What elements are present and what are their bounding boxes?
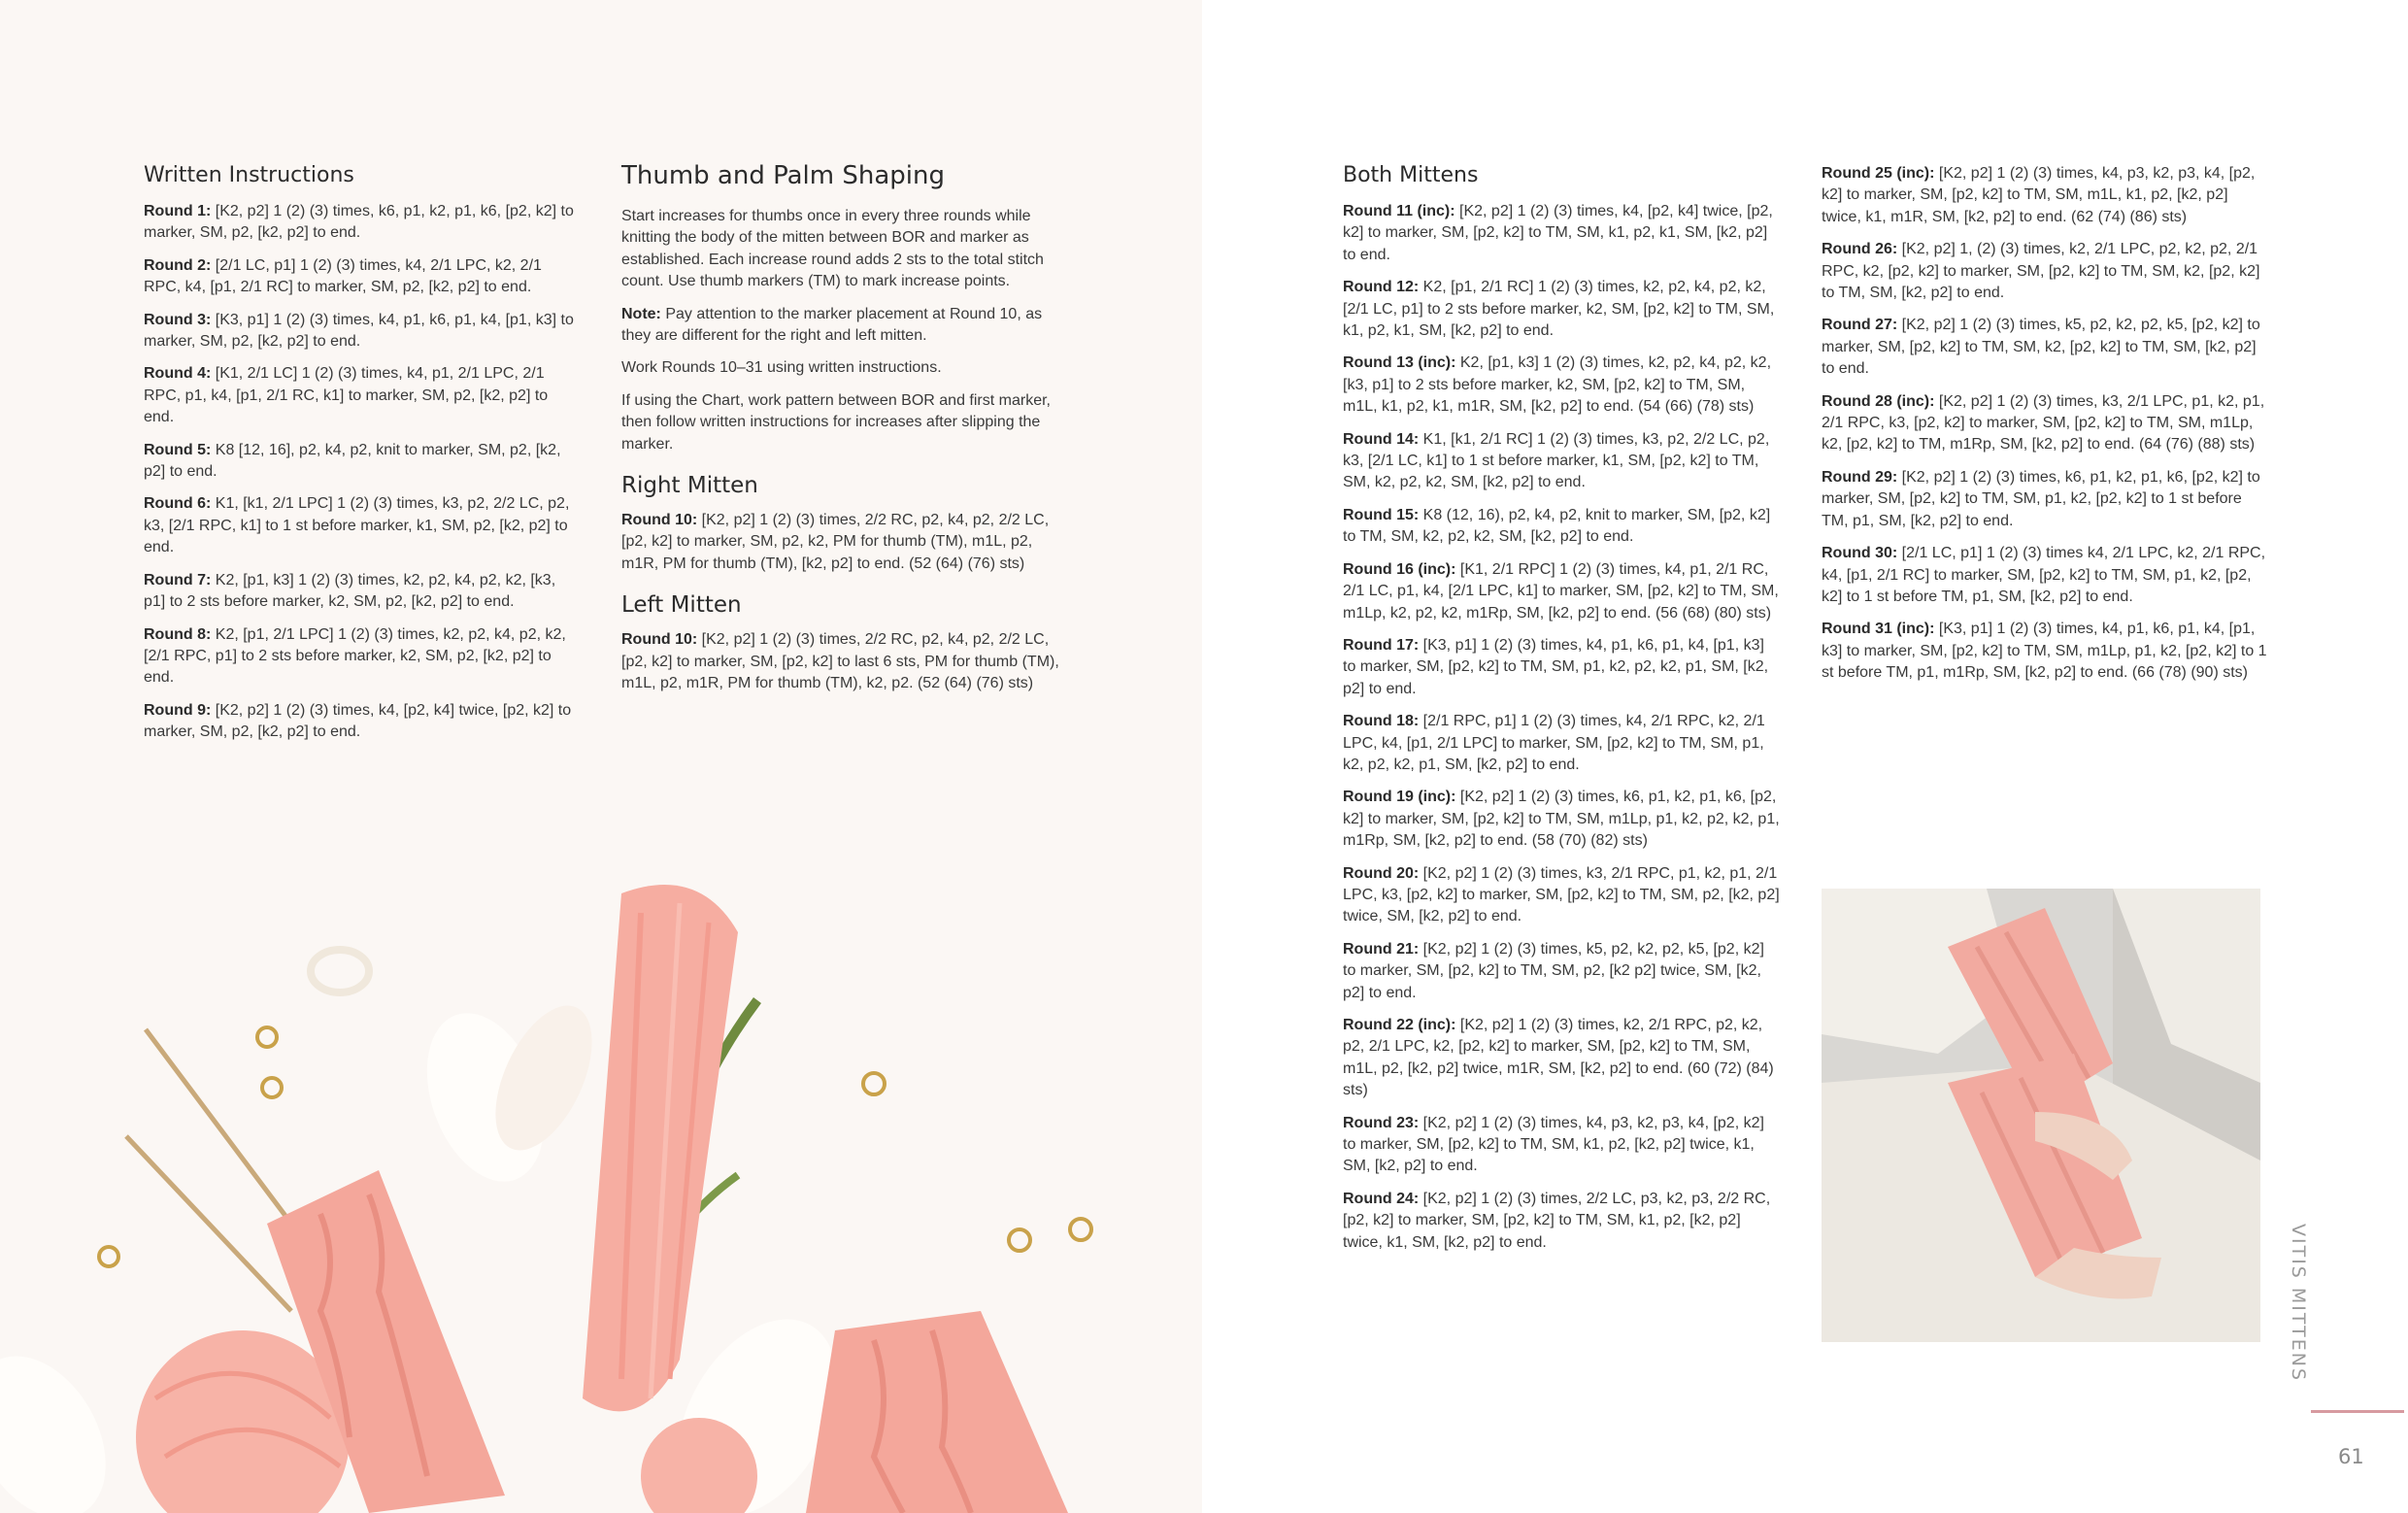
round-label: Round 14: (1343, 430, 1420, 448)
round-label: Round 8: (144, 625, 212, 643)
round-15 (1343, 505, 1780, 549)
round-text: K1, [k1, 2/1 LPC] 1 (2) (3) times, k3, p2, 2/2 LC, p2, k3, [2/1 RPC, k1] to 1 st before marker, k1, SM, p2, [k2, p2] to end. (144, 495, 570, 556)
thumb-intro: Start increases for thumbs once in every three rounds while knitting the body of the mitten between BOR and marker as established. Each increase round adds 2 sts to the total stitch count. Use thumb markers (TM) to mark increase points. (621, 208, 1044, 290)
round-text: [K2, p2] 1 (2) (3) times, 2/2 RC, p2, k4, p2, 2/2 LC, [p2, k2] to marker, SM, [p2, k2] to last 6 sts, PM for thumb (TM), m1L, p2, m1R, PM for thumb (TM), k2, p2. (52 (64) (76) sts) (621, 631, 1059, 692)
round-text: [K2, p2] 1, (2) (3) times, k2, 2/1 LPC, p2, k2, p2, 2/1 RPC, k2, [p2, k2] to marker, SM, [p2, k2] to TM, SM, k2, [p2, k2] to TM, SM, [k2, p2] to end. (1822, 241, 2260, 302)
round-14 (1343, 429, 1780, 494)
round-label: Round 29: (1822, 468, 1898, 486)
round-label: Round 24: (1343, 1190, 1420, 1207)
round-label: Round 15: (1343, 506, 1420, 523)
round-text: K2, [p1, 2/1 LPC] 1 (2) (3) times, k2, p2, k4, p2, k2, [2/1 RPC, p1] to 2 sts before marker, k2, SM, p2, [k2, p2] to end. (144, 625, 566, 687)
round-text: [K2, p2] 1 (2) (3) times, k2, 2/1 RPC, p2, k2, p2, 2/1 LPC, k2, [p2, k2] to marker, SM, [p2, k2] to TM, SM, m1L, p2, [k2, p2] twice, m1R, SM, [k2, p2] to end. (60 (72) (84) sts) (1343, 1017, 1774, 1099)
right-round-10 (621, 510, 1064, 575)
round-text: K2, [p1, k3] 1 (2) (3) times, k2, p2, k4, p2, k2, [k3, p1] to 2 sts before marker, k2, SM, [p2, k2] to TM, SM, m1L, k1, p2, k1, m1R, SM, [k2, p2] to end. (54 (66) (78) sts) (1343, 354, 1772, 416)
round-text: [K2, p2] 1 (2) (3) times, k6, p1, k2, p1, k6, [p2, k2] to marker, SM, [p2, k2] to TM, SM, m1Lp, p1, k2, p2, k2, p1, m1Rp, SM, [k2, p2] to end. (58 (70) (82) sts) (1343, 789, 1780, 850)
round-23 (1343, 1113, 1780, 1178)
round-text: [K2, p2] 1 (2) (3) times, k5, p2, k2, p2, k5, [p2, k2] to marker, SM, [p2, k2] to TM, SM, p2, [k2 p2] twice, SM, [k2, p2] to end. (1343, 940, 1764, 1001)
round-text: [K2, p2] 1 (2) (3) times, k3, 2/1 LPC, p1, k2, p1, 2/1 RPC, k3, [p2, k2] to marker, SM, [p2, k2] to TM, SM, m1Lp, k2, [p2, k2] to TM, m1Rp, SM, [k2, p2] to end. (64 (76) (88) sts) (1822, 392, 2265, 454)
note-paragraph (621, 304, 1064, 348)
accent-rule (2311, 1410, 2404, 1413)
round-text: [K2, p2] 1 (2) (3) times, k6, p1, k2, p1, k6, [p2, k2] to marker, SM, [p2, k2] to TM, SM, p1, k2, [p2, k2] to 1 st before TM, p1, SM, [k2, p2] to end. (1822, 468, 2260, 529)
round-19 (1343, 787, 1780, 852)
round-22 (1343, 1015, 1780, 1102)
yarn-flatlay-illustration (0, 855, 1202, 1513)
round-text: [K2, p2] 1 (2) (3) times, 2/2 RC, p2, k4, p2, 2/2 LC, [p2, k2] to marker, SM, p2, k2, PM for thumb (TM), m1L, p2, m1R, PM for thumb (TM), [k2, p2] to end. (52 (64) (76) sts) (621, 512, 1050, 572)
written-instructions-column (144, 163, 579, 755)
round-text: [K2, p2] 1 (2) (3) times, k4, [p2, k4] twice, [p2, k2] to marker, SM, [p2, k2] to TM, SM, k1, p2, k1, SM, [k2, p2] to end. (1343, 203, 1773, 263)
round-4 (144, 363, 579, 428)
page-number: 61 (2338, 1445, 2364, 1468)
round-31 (1822, 619, 2268, 684)
round-text: [K3, p1] 1 (2) (3) times, k4, p1, k6, p1, k4, [p1, k3] to marker, SM, [p2, k2] to TM, SM, m1Lp, p1, k2, [p2, k2] to 1 st before TM, p1, m1Rp, SM, [k2, p2] to end. (66 (78) (90) sts) (1822, 621, 2267, 682)
round-text: K8 (12, 16), p2, k4, p2, knit to marker, SM, [p2, k2] to TM, SM, k2, p2, k2, SM, [k2, p2] to end. (1343, 506, 1771, 546)
round-16 (1343, 559, 1780, 624)
round-24 (1343, 1189, 1780, 1254)
round-7 (144, 570, 579, 614)
round-label: Round 16 (inc): (1343, 560, 1456, 578)
round-label: Round 30: (1822, 545, 1898, 562)
round-18 (1343, 711, 1780, 776)
round-label: Round 3: (144, 311, 212, 328)
round-9 (144, 700, 579, 744)
round-text: [2/1 LC, p1] 1 (2) (3) times, k4, 2/1 LPC, k2, 2/1 RPC, k4, [p1, 2/1 RC] to marker, SM, p2, [k2, p2] to end. (144, 256, 542, 296)
round-26 (1822, 239, 2268, 304)
left-page (0, 0, 1202, 1513)
round-label: Round 18: (1343, 713, 1420, 730)
round-text: [K2, p2] 1 (2) (3) times, k6, p1, k2, p1, k6, [p2, k2] to marker, SM, p2, [k2, p2] to end. (144, 203, 574, 242)
chart-paragraph: If using the Chart, work pattern between BOR and first marker, then follow written instructions for increases after slipping the marker. (621, 391, 1051, 453)
round-12 (1343, 277, 1780, 342)
round-8 (144, 624, 579, 689)
round-label: Round 2: (144, 256, 212, 274)
round-text: [2/1 RPC, p1] 1 (2) (3) times, k4, 2/1 RPC, k2, 2/1 LPC, k4, [p1, 2/1 LPC] to marker, SM, [p2, k2] to TM, SM, p1, k2, p2, k2, p1, SM, [k2, p2] to end. (1343, 713, 1765, 773)
round-text: [K2, p2] 1 (2) (3) times, k3, 2/1 RPC, p1, k2, p1, 2/1 LPC, k3, [p2, k2] to marker, SM, [p2, k2] to TM, SM, p2, [k2, p2] twice, SM, [k2, p2] to end. (1343, 864, 1780, 925)
right-page (1202, 0, 2408, 1513)
yarn-mittens-photo (0, 855, 1202, 1513)
mitten-hands-photo (1822, 889, 2260, 1342)
work-rounds-paragraph: Work Rounds 10–31 using written instructions. (621, 359, 942, 377)
note-label: Note: (621, 305, 661, 322)
thumb-palm-column (621, 161, 1064, 706)
round-30 (1822, 543, 2268, 608)
round-text: [K2, p2] 1 (2) (3) times, k4, p3, k2, p3, k4, [p2, k2] to marker, SM, [p2, k2] to TM, SM, k1, p2, [k2, p2] twice, k1, SM, [k2, p2] to end. (1343, 1114, 1764, 1175)
round-text: K8 [12, 16], p2, k4, p2, knit to marker, SM, p2, [k2, p2] to end. (144, 441, 561, 481)
round-text: K1, [k1, 2/1 RC] 1 (2) (3) times, k3, p2, 2/2 LC, p2, k3, [2/1 LC, k1] to 1 st before marker, k1, SM, [p2, k2] to TM, SM, k2, p2, k2, SM, [k2, p2] to end. (1343, 430, 1770, 491)
round-17 (1343, 635, 1780, 700)
round-2 (144, 255, 579, 299)
both-mittens-column (1343, 163, 1780, 1264)
round-20 (1343, 863, 1780, 928)
round-text: [K2, p2] 1 (2) (3) times, 2/2 LC, p3, k2, p3, 2/2 RC, [p2, k2] to marker, SM, [p2, k2] to TM, SM, k1, p2, [k2, p2] twice, k1, SM, [k2, p2] to end. (1343, 1190, 1771, 1251)
round-label: Round 25 (inc): (1822, 165, 1935, 182)
round-label: Round 20: (1343, 864, 1420, 882)
round-label: Round 5: (144, 441, 212, 458)
both-mittens-heading: Both Mittens (1343, 163, 1479, 187)
round-label: Round 6: (144, 495, 212, 513)
round-label: Round 13 (inc): (1343, 354, 1456, 372)
round-label: Round 26: (1822, 241, 1898, 258)
round-text: K2, [p1, 2/1 RC] 1 (2) (3) times, k2, p2, k4, p2, k2, [2/1 LC, p1] to 2 sts before marker, k2, SM, [p2, k2] to TM, SM, k1, p2, k1, SM, [k2, p2] to end. (1343, 279, 1775, 340)
round-3 (144, 310, 579, 353)
round-label: Round 21: (1343, 940, 1420, 958)
round-text: [K3, p1] 1 (2) (3) times, k4, p1, k6, p1, k4, [p1, k3] to marker, SM, p2, [k2, p2] to end. (144, 311, 574, 351)
round-5 (144, 440, 579, 484)
round-label: Round 27: (1822, 317, 1898, 334)
round-text: [2/1 LC, p1] 1 (2) (3) times k4, 2/1 LPC, k2, 2/1 RPC, k4, [p1, 2/1 RC] to marker, SM, [p2, k2] to TM, SM, p1, k2, [p2, k2] to 1 st before TM, p1, SM, [k2, p2] to end. (1822, 545, 2266, 605)
round-13 (1343, 353, 1780, 418)
hands-in-mittens-illustration (1822, 889, 2260, 1342)
round-label: Round 9: (144, 701, 212, 719)
round-text: [K3, p1] 1 (2) (3) times, k4, p1, k6, p1, k4, [p1, k3] to marker, SM, [p2, k2] to TM, SM, p1, k2, p2, k2, p1, SM, [k2, p2] to end. (1343, 636, 1769, 697)
continued-rounds-column (1822, 163, 2268, 695)
round-27 (1822, 315, 2268, 380)
round-6 (144, 493, 579, 558)
round-text: [K2, p2] 1 (2) (3) times, k4, [p2, k4] twice, [p2, k2] to marker, SM, p2, [k2, p2] to end. (144, 701, 572, 741)
written-instructions-heading: Written Instructions (144, 163, 354, 187)
round-label: Round 10: (621, 512, 698, 529)
side-running-title: VITIS MITTENS (2288, 1224, 2309, 1383)
round-label: Round 7: (144, 571, 212, 588)
round-label: Round 19 (inc): (1343, 789, 1456, 806)
right-mitten-heading: Right Mitten (621, 473, 758, 499)
round-label: Round 4: (144, 365, 212, 383)
round-label: Round 10: (621, 631, 698, 649)
thumb-palm-heading: Thumb and Palm Shaping (621, 161, 945, 190)
round-label: Round 23: (1343, 1114, 1420, 1131)
round-1 (144, 201, 579, 245)
round-text: [K1, 2/1 LC] 1 (2) (3) times, k4, p1, 2/1 LPC, 2/1 RPC, p1, k4, [p1, 2/1 RC, k1] to marker, SM, p2, [k2, p2] to end. (144, 365, 549, 426)
round-text: [K2, p2] 1 (2) (3) times, k5, p2, k2, p2, k5, [p2, k2] to marker, SM, [p2, k2] to TM, SM, k2, [p2, k2] to TM, SM, [k2, p2] to end. (1822, 317, 2260, 378)
round-text: [K1, 2/1 RPC] 1 (2) (3) times, k4, p1, 2/1 RC, 2/1 LC, p1, k4, [2/1 LPC, k1] to marker, SM, [p2, k2] to TM, SM, m1Lp, k2, p2, k2, m1Rp, SM, [k2, p2] to end. (56 (68) (80) sts) (1343, 560, 1779, 622)
round-label: Round 17: (1343, 636, 1420, 654)
round-28 (1822, 391, 2268, 456)
round-25 (1822, 163, 2268, 228)
round-label: Round 31 (inc): (1822, 621, 1935, 638)
round-label: Round 11 (inc): (1343, 203, 1455, 219)
round-text: [K2, p2] 1 (2) (3) times, k4, p3, k2, p3, k4, [p2, k2] to marker, SM, [p2, k2] to TM, SM, m1L, k1, p2, [k2, p2] twice, k1, m1R, SM, [k2, p2] to end. (62 (74) (86) sts) (1822, 165, 2256, 225)
round-label: Round 22 (inc): (1343, 1017, 1456, 1033)
round-label: Round 28 (inc): (1822, 392, 1935, 410)
round-text: K2, [p1, k3] 1 (2) (3) times, k2, p2, k4, p2, k2, [k3, p1] to 2 sts before marker, k2, SM, p2, [k2, p2] to end. (144, 571, 556, 611)
left-mitten-heading: Left Mitten (621, 592, 742, 619)
round-21 (1343, 939, 1780, 1004)
round-11 (1343, 201, 1780, 266)
round-label: Round 1: (144, 203, 212, 219)
round-label: Round 12: (1343, 279, 1420, 296)
round-29 (1822, 467, 2268, 532)
left-round-10 (621, 629, 1064, 694)
note-text: Pay attention to the marker placement at Round 10, as they are different for the right and left mitten. (621, 305, 1043, 345)
